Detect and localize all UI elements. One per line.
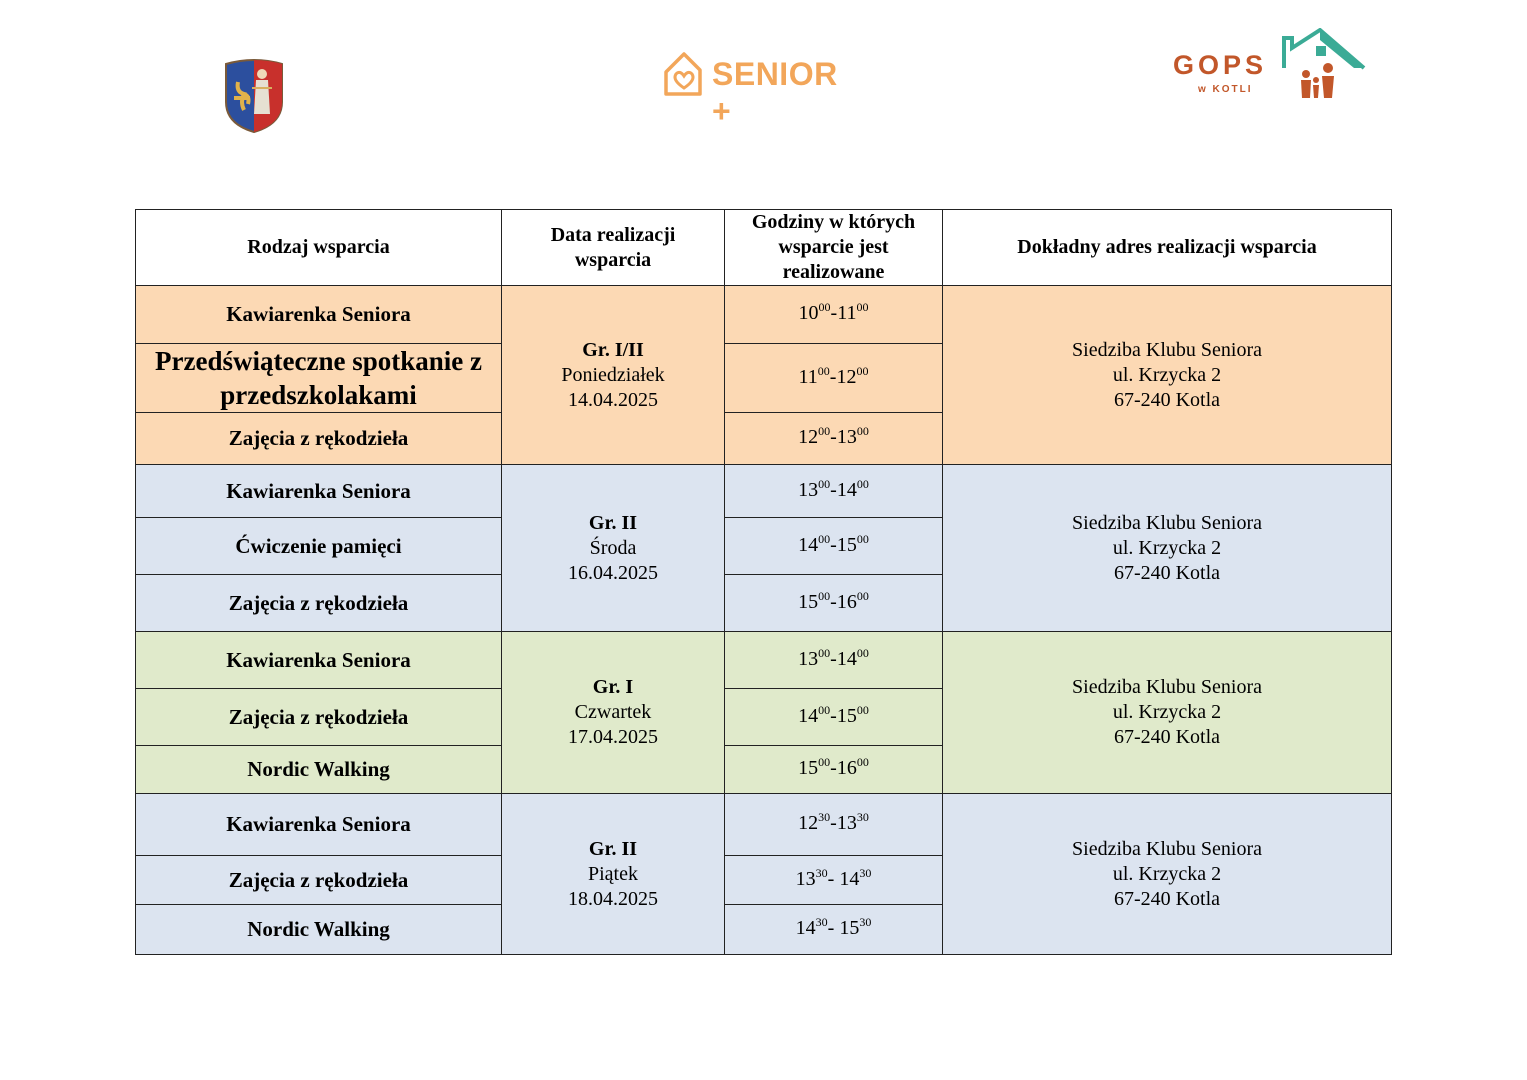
gops-logo-text: GOPS	[1173, 50, 1268, 80]
family-house-icon	[1280, 28, 1366, 100]
header-address: Dokładny adres realizacji wsparcia	[943, 210, 1392, 286]
hours-cell: $14^{30}-$ $15^{30}$	[725, 905, 943, 955]
activity-cell: Kawiarenka Seniora	[136, 465, 502, 518]
house-heart-icon	[660, 48, 712, 100]
senior-plus-logo	[660, 48, 860, 129]
day-label: Piątek	[588, 862, 638, 885]
gops-logo	[1170, 28, 1370, 103]
group-label: Gr. II	[588, 511, 638, 534]
hours-cell: $12^{00}-13^{00}$	[725, 413, 943, 465]
hours-cell: $13^{00}-14^{00}$	[725, 465, 943, 518]
header-support-type: Rodzaj wsparcia	[136, 210, 502, 286]
date-cell	[502, 794, 725, 955]
hours-cell: $12^{30}-13^{30}$	[725, 794, 943, 856]
hours-cell: $13^{30}-$ $14^{30}$	[725, 856, 943, 905]
gops-logo-subtext: w KOTLI	[1198, 84, 1253, 95]
activity-cell: Kawiarenka Seniora	[136, 632, 502, 689]
date-label: 16.04.2025	[568, 561, 658, 584]
header-date: Data realizacji wsparcia	[502, 210, 725, 286]
activity-cell: Zajęcia z rękodzieła	[136, 856, 502, 905]
date-label: 17.04.2025	[568, 726, 658, 748]
activity-cell: Nordic Walking	[136, 905, 502, 955]
day-label: Środa	[589, 536, 637, 559]
activity-cell: Zajęcia z rękodzieła	[136, 413, 502, 465]
table-header-row	[136, 210, 1392, 286]
day-label: Poniedziałek	[561, 363, 665, 386]
table-row	[136, 794, 1392, 856]
group-label: Gr. II	[588, 837, 638, 860]
activity-cell: Zajęcia z rękodzieła	[136, 575, 502, 632]
group-label: Gr. I	[592, 676, 634, 698]
date-cell	[502, 632, 725, 794]
date-label: 14.04.2025	[568, 388, 658, 411]
date-cell	[502, 286, 725, 465]
address-cell: Siedziba Klubu Seniora ul. Krzycka 2 67-240 Kotla	[943, 632, 1392, 794]
activity-cell: Kawiarenka Seniora	[136, 286, 502, 344]
senior-logo-text: SENIOR +	[712, 56, 838, 129]
table-row	[136, 286, 1392, 344]
hours-cell: $13^{00}-14^{00}$	[725, 632, 943, 689]
address-cell: Siedziba Klubu Seniora ul. Krzycka 2 67-240 Kotla	[943, 794, 1392, 955]
activity-cell: Ćwiczenie pamięci	[136, 518, 502, 575]
hours-cell: $11^{00}-12^{00}$	[725, 344, 943, 413]
header-hours: Godziny w których wsparcie jest realizowane	[725, 210, 943, 286]
date-label: 18.04.2025	[568, 887, 658, 910]
activity-cell: Przedświąteczne spotkanie z przedszkolakami	[136, 344, 502, 413]
address-cell: Siedziba Klubu Seniora ul. Krzycka 2 67-240 Kotla	[943, 465, 1392, 632]
group-label: Gr. I/II	[582, 338, 644, 361]
municipal-crest-logo	[222, 58, 286, 134]
activity-cell: Kawiarenka Seniora	[136, 794, 502, 856]
address-cell: Siedziba Klubu Seniora ul. Krzycka 2 67-240 Kotla	[943, 286, 1392, 465]
hours-cell: $15^{00}-16^{00}$	[725, 575, 943, 632]
hours-cell: $14^{00}-15^{00}$	[725, 518, 943, 575]
activity-cell: Nordic Walking	[136, 746, 502, 794]
hours-cell: $14^{00}-15^{00}$	[725, 689, 943, 746]
activity-cell: Zajęcia z rękodzieła	[136, 689, 502, 746]
table-row	[136, 632, 1392, 689]
date-cell	[502, 465, 725, 632]
day-label: Czwartek	[574, 701, 652, 723]
schedule-table	[135, 209, 1392, 955]
hours-cell: $10^{00}-11^{00}$	[725, 286, 943, 344]
table-row	[136, 465, 1392, 518]
hours-cell: $15^{00}-16^{00}$	[725, 746, 943, 794]
